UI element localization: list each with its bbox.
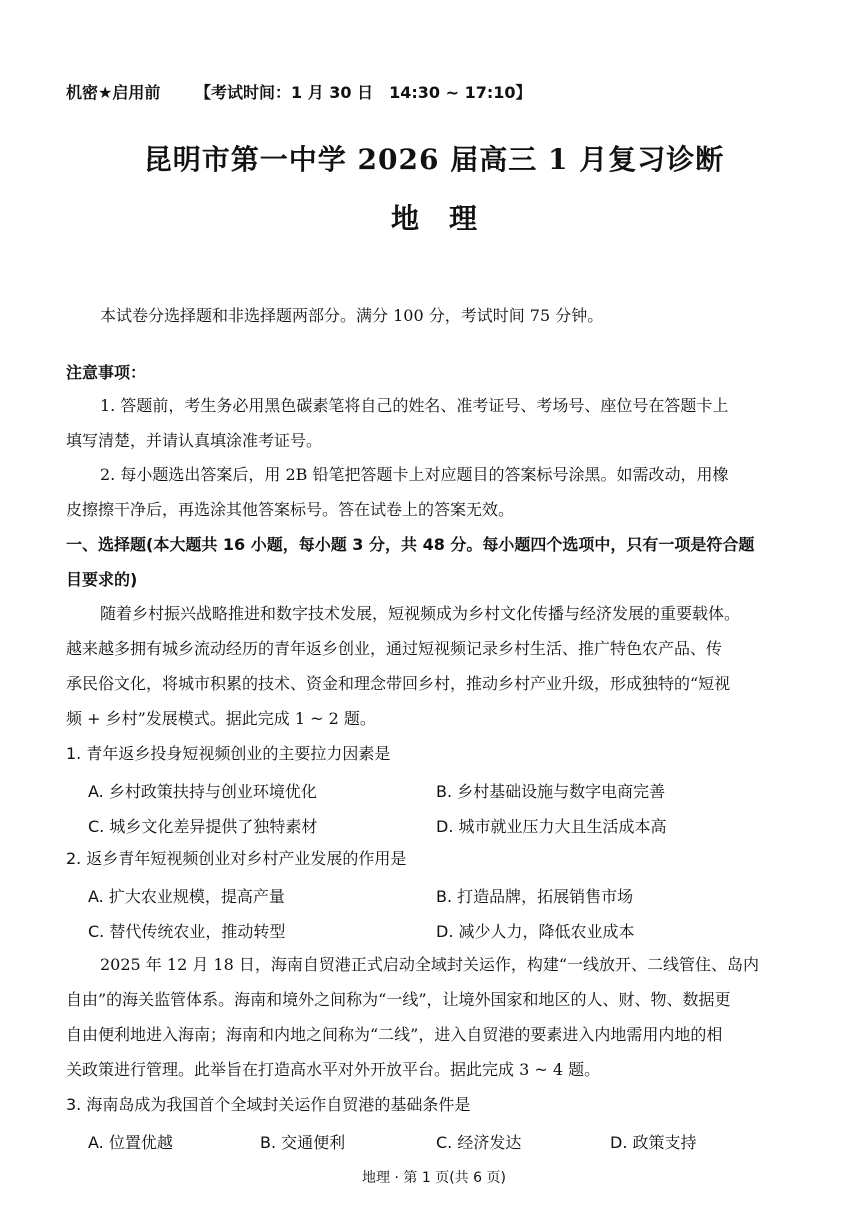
passage-2-line-4: 关政策进行管理。此举旨在打造高水平对外开放平台。据此完成 3 ~ 4 题。 <box>66 1060 601 1079</box>
question-2-stem: 2. 返乡青年短视频创业对乡村产业发展的作用是 <box>66 849 407 868</box>
question-3-option-b: B. 交通便利 <box>260 1133 346 1152</box>
question-3-stem: 3. 海南岛成为我国首个全域封关运作自贸港的基础条件是 <box>66 1095 471 1114</box>
question-1-option-b: B. 乡村基础设施与数字电商完善 <box>436 782 666 801</box>
passage-1-line-3: 承民俗文化，将城市积累的技术、资金和理念带回乡村，推动乡村产业升级，形成独特的“短视 <box>66 674 731 693</box>
question-1-option-a: A. 乡村政策扶持与创业环境优化 <box>88 782 317 801</box>
passage-2-line-1: 2025 年 12 月 18 日，海南自贸港正式启动全域封关运作，构建“一线放开、二线管住、岛内 <box>100 955 760 974</box>
question-1-option-c: C. 城乡文化差异提供了独特素材 <box>88 817 318 836</box>
question-3-option-d: D. 政策支持 <box>610 1133 697 1152</box>
note-2-line-2: 皮擦擦干净后，再选涂其他答案标号。答在试卷上的答案无效。 <box>66 500 515 519</box>
passage-2-line-2: 自由”的海关监管体系。海南和境外之间称为“一线”，让境外国家和地区的人、财、物、数据更 <box>66 990 731 1009</box>
note-1-line-2: 填写清楚，并请认真填涂准考证号。 <box>66 431 323 450</box>
question-3-option-c: C. 经济发达 <box>436 1133 522 1152</box>
notes-heading: 注意事项： <box>66 363 147 382</box>
question-2-option-c: C. 替代传统农业，推动转型 <box>88 922 286 941</box>
question-1-stem: 1. 青年返乡投身短视频创业的主要拉力因素是 <box>66 744 391 763</box>
confidential-label: 机密★启用前 <box>66 83 161 102</box>
question-3-option-a: A. 位置优越 <box>88 1133 173 1152</box>
intro-text: 本试卷分选择题和非选择题两部分。满分 100 分，考试时间 75 分钟。 <box>100 306 604 325</box>
passage-1-line-2: 越来越多拥有城乡流动经历的青年返乡创业，通过短视频记录乡村生活、推广特色农产品、传 <box>66 639 723 658</box>
question-2-option-a: A. 扩大农业规模，提高产量 <box>88 887 285 906</box>
question-2-option-d: D. 减少人力，降低农业成本 <box>436 922 635 941</box>
question-2-option-b: B. 打造品牌，拓展销售市场 <box>436 887 634 906</box>
section-1-heading-line-2: 目要求的) <box>66 570 138 589</box>
passage-1-line-1: 随着乡村振兴战略推进和数字技术发展，短视频成为乡村文化传播与经济发展的重要载体。 <box>100 604 741 623</box>
page-footer: 地理 · 第 1 页(共 6 页) <box>362 1170 506 1186</box>
note-1-line-1: 1. 答题前，考生务必用黑色碳素笔将自己的姓名、准考证号、考场号、座位号在答题卡上 <box>100 396 729 415</box>
subject-title: 地理 <box>390 202 507 235</box>
section-1-heading-line-1: 一、选择题(本大题共 16 小题，每小题 3 分，共 48 分。每小题四个选项中，只有一项是符合题 <box>66 535 755 554</box>
question-1-option-d: D. 城市就业压力大且生活成本高 <box>436 817 667 836</box>
passage-2-line-3: 自由便利地进入海南；海南和内地之间称为“二线”，进入自贸港的要素进入内地需用内地的相 <box>66 1025 723 1044</box>
exam-time: 【考试时间：1 月 30 日 14:30 ~ 17:10】 <box>195 83 532 102</box>
passage-1-line-4: 频 + 乡村”发展模式。据此完成 1 ~ 2 题。 <box>66 709 376 728</box>
page-title: 昆明市第一中学 2026 届高三 1 月复习诊断 <box>143 143 725 176</box>
note-2-line-1: 2. 每小题选出答案后，用 2B 铅笔把答题卡上对应题目的答案标号涂黑。如需改动，用橡 <box>100 465 729 484</box>
